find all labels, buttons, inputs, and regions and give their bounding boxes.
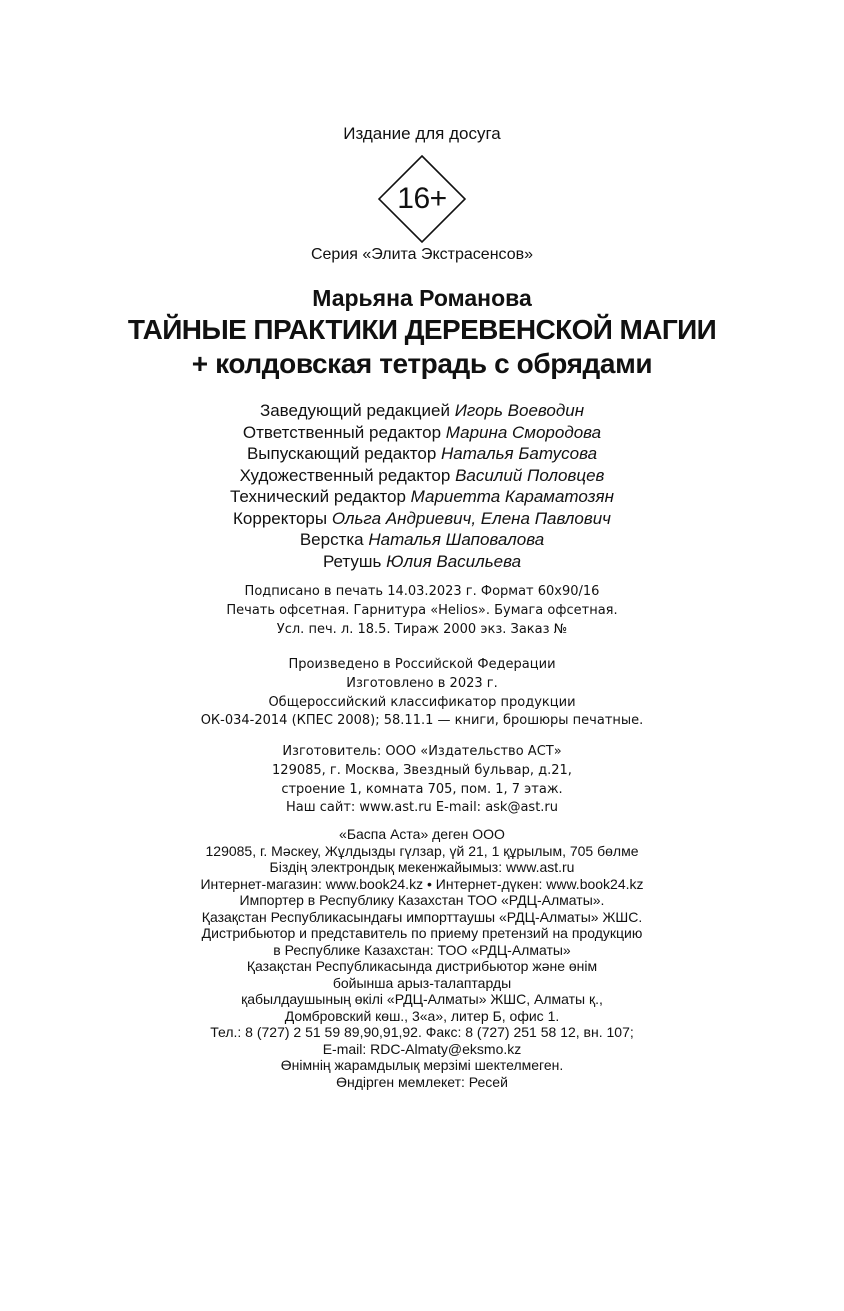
print-info bbox=[0, 583, 844, 639]
staff-role: Заведующий редакцией bbox=[259, 401, 450, 420]
manufacturer-info-line: 129085, г. Москва, Звездный бульвар, д.21, bbox=[272, 762, 572, 778]
print-info-line: Печать офсетная. Гарнитура «Helios». Бумага офсетная. bbox=[226, 602, 618, 618]
edition-label: Издание для досуга bbox=[343, 124, 501, 143]
staff-role: Ответственный редактор bbox=[242, 422, 442, 442]
kazakhstan-info-line: қабылдаушының өкілі «РДЦ-Алматы» ЖШС, Алматы қ., bbox=[241, 991, 603, 1007]
book-subtitle: + колдовская тетрадь с обрядами bbox=[191, 348, 653, 379]
staff-role: Корректоры bbox=[233, 508, 328, 528]
kazakhstan-info-line: в Республике Казахстан: ТОО «РДЦ-Алматы» bbox=[273, 941, 571, 958]
manufacturer-info-line: Наш сайт: www.ast.ru E-mail: ask@ast.ru bbox=[285, 800, 559, 816]
staff-person: Ольга Андриевич, Елена Павлович bbox=[331, 508, 611, 528]
staff-line bbox=[0, 422, 844, 444]
kazakhstan-info-line: E-mail: RDC-Almaty@eksmo.kz bbox=[322, 1040, 522, 1057]
kazakhstan-info-line: Дистрибьютор и представитель по приему претензий на продукцию bbox=[201, 925, 643, 941]
staff-person: Мариетта Караматозян bbox=[410, 487, 614, 506]
series-name: Серия «Элита Экстрасенсов» bbox=[310, 246, 534, 263]
age-rating-text: 16+ bbox=[397, 182, 447, 215]
staff-role: Технический редактор bbox=[230, 487, 406, 506]
staff-role: Ретушь bbox=[322, 551, 382, 571]
staff-person: Наталья Шаповалова bbox=[368, 530, 545, 549]
production-info-line: ОК-034-2014 (КПЕС 2008); 58.11.1 — книги, брошюры печатные. bbox=[200, 713, 644, 729]
manufacturer-info-line: строение 1, комната 705, пом. 1, 7 этаж. bbox=[281, 781, 563, 797]
staff-line bbox=[0, 486, 844, 508]
staff-role: Верстка bbox=[299, 530, 364, 549]
kazakhstan-info-line: бойынша арыз-талаптарды bbox=[332, 974, 512, 991]
kazakhstan-info-line: «Баспа Аста» деген ООО bbox=[339, 826, 505, 842]
staff-line bbox=[0, 400, 844, 422]
staff-role: Выпускающий редактор bbox=[246, 444, 437, 463]
book-title: ТАЙНЫЕ ПРАКТИКИ ДЕРЕВЕНСКОЙ МАГИИ bbox=[127, 314, 717, 345]
author-name: Марьяна Романова bbox=[312, 285, 532, 311]
kazakhstan-info-line: Қазақстан Республикасында дистрибьютор және өнім bbox=[246, 958, 598, 974]
kazakhstan-info bbox=[0, 826, 844, 1090]
production-info-line: Произведено в Российской Федерации bbox=[288, 657, 556, 672]
production-info-line: Изготовлено в 2023 г. bbox=[346, 675, 498, 691]
print-info-line: Усл. печ. л. 18.5. Тираж 2000 экз. Заказ № bbox=[276, 621, 568, 637]
staff-role: Художественный редактор bbox=[239, 465, 451, 485]
staff-line bbox=[0, 529, 844, 551]
kazakhstan-info-line: 129085, г. Мәскеу, Жұлдызды гүлзар, үй 21, 1 құрылым, 705 бөлме bbox=[205, 842, 639, 859]
staff-person: Игорь Воеводин bbox=[454, 401, 585, 420]
age-rating-badge bbox=[378, 155, 466, 243]
staff-line bbox=[0, 551, 844, 573]
kazakhstan-info-line: Өнімнің жарамдылық мерзімі шектелмеген. bbox=[280, 1057, 564, 1073]
staff-line bbox=[0, 443, 844, 465]
kazakhstan-info-line: Біздің электрондық мекенжайымыз: www.ast.ru bbox=[269, 859, 575, 875]
kazakhstan-info-line: Интернет-магазин: www.book24.kz • Интернет-дүкен: www.book24.kz bbox=[200, 875, 644, 892]
staff-line bbox=[0, 508, 844, 530]
kazakhstan-info-line: Өндірген мемлекет: Ресей bbox=[336, 1073, 508, 1090]
staff-person: Марина Смородова bbox=[445, 422, 602, 442]
manufacturer-info bbox=[0, 743, 844, 818]
kazakhstan-info-line: Тел.: 8 (727) 2 51 59 89,90,91,92. Факс: 8 (727) 251 58 12, вн. 107; bbox=[210, 1024, 634, 1040]
editorial-staff bbox=[0, 400, 844, 572]
kazakhstan-info-line: Домбровский көш., 3«а», литер Б, офис 1. bbox=[284, 1007, 560, 1024]
production-info bbox=[0, 656, 844, 731]
staff-line bbox=[0, 465, 844, 487]
manufacturer-info-line: Изготовитель: ООО «Издательство АСТ» bbox=[282, 744, 562, 759]
staff-person: Наталья Батусова bbox=[441, 444, 598, 463]
staff-person: Юлия Васильева bbox=[386, 551, 522, 571]
print-info-line: Подписано в печать 14.03.2023 г. Формат 60х90/16 bbox=[244, 584, 600, 599]
production-info-line: Общероссийский классификатор продукции bbox=[268, 694, 576, 710]
staff-person: Василий Половцев bbox=[455, 465, 605, 485]
kazakhstan-info-line: Қазақстан Республикасындағы импорттаушы «РДЦ-Алматы» ЖШС. bbox=[201, 908, 643, 925]
kazakhstan-info-line: Импортер в Республику Казахстан ТОО «РДЦ-Алматы». bbox=[239, 892, 605, 908]
